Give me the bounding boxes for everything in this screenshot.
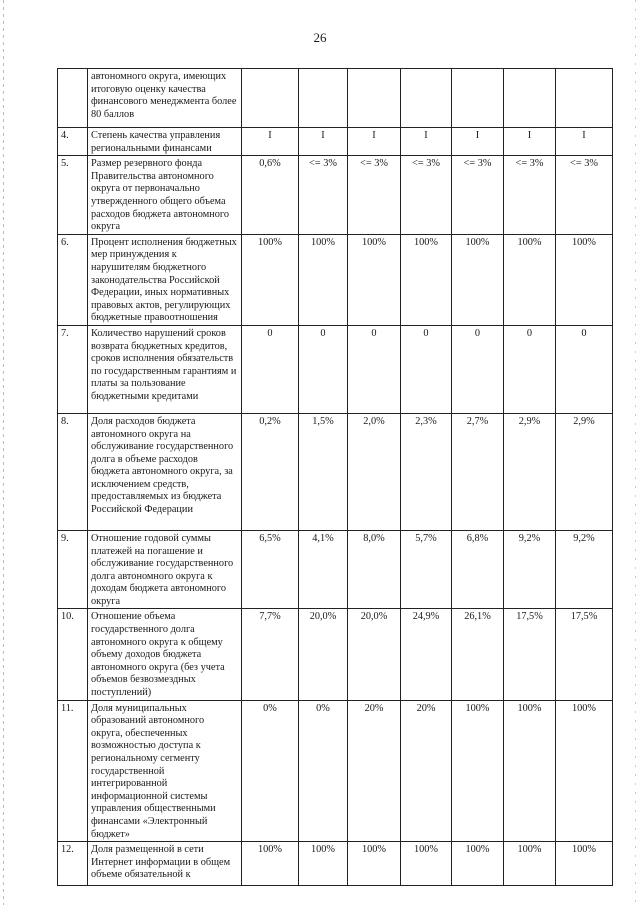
indicator-value bbox=[556, 69, 613, 128]
indicator-value: I bbox=[348, 128, 401, 156]
indicator-value: 0 bbox=[452, 325, 504, 413]
row-number: 11. bbox=[58, 700, 88, 842]
indicator-value: 0,6% bbox=[242, 156, 299, 235]
table-row bbox=[58, 700, 613, 842]
indicator-name: Доля размещенной в сети Интернет информации в общем объеме обязательной к bbox=[88, 842, 242, 886]
indicator-value: 26,1% bbox=[452, 609, 504, 700]
indicator-value: 6,5% bbox=[242, 530, 299, 609]
indicator-value: I bbox=[242, 128, 299, 156]
indicator-name: Размер резервного фонда Правительства автономного округа от первоначально утвержденного общего объема расходов бюджета автономного округа bbox=[88, 156, 242, 235]
indicator-value: I bbox=[401, 128, 452, 156]
indicator-value: <= 3% bbox=[504, 156, 556, 235]
row-number: 6. bbox=[58, 234, 88, 325]
indicator-name: Отношение объема государственного долга автономного округа к общему объему доходов бюджета автономного округа (без учета объемов безвозмездных поступлений) bbox=[88, 609, 242, 700]
indicator-value: 8,0% bbox=[348, 530, 401, 609]
indicator-value: 17,5% bbox=[504, 609, 556, 700]
indicator-value: 100% bbox=[556, 234, 613, 325]
indicator-value: 2,9% bbox=[556, 413, 613, 530]
indicator-value: I bbox=[556, 128, 613, 156]
indicator-value: 100% bbox=[556, 842, 613, 886]
table-row bbox=[58, 69, 613, 128]
indicators-table bbox=[57, 68, 613, 886]
indicator-value: 100% bbox=[242, 234, 299, 325]
indicator-value: <= 3% bbox=[348, 156, 401, 235]
indicator-value: 100% bbox=[504, 842, 556, 886]
indicator-value: 9,2% bbox=[556, 530, 613, 609]
indicator-value: 100% bbox=[452, 700, 504, 842]
indicator-value: 20,0% bbox=[348, 609, 401, 700]
row-number: 9. bbox=[58, 530, 88, 609]
indicator-value: 0 bbox=[504, 325, 556, 413]
indicator-value: 100% bbox=[556, 700, 613, 842]
indicator-value: 100% bbox=[348, 842, 401, 886]
row-number: 10. bbox=[58, 609, 88, 700]
indicator-value: 0 bbox=[299, 325, 348, 413]
indicator-value: 100% bbox=[401, 842, 452, 886]
indicator-value: 100% bbox=[299, 842, 348, 886]
indicator-value: 0 bbox=[556, 325, 613, 413]
indicator-value: 5,7% bbox=[401, 530, 452, 609]
indicator-value: I bbox=[452, 128, 504, 156]
table-row bbox=[58, 609, 613, 700]
indicator-value bbox=[242, 69, 299, 128]
indicator-value: 0% bbox=[299, 700, 348, 842]
indicator-value bbox=[452, 69, 504, 128]
table-row bbox=[58, 128, 613, 156]
indicator-value: I bbox=[504, 128, 556, 156]
indicator-value: 7,7% bbox=[242, 609, 299, 700]
indicator-value: 0 bbox=[348, 325, 401, 413]
indicator-value: 100% bbox=[299, 234, 348, 325]
indicator-value: 6,8% bbox=[452, 530, 504, 609]
row-number: 8. bbox=[58, 413, 88, 530]
row-number: 4. bbox=[58, 128, 88, 156]
indicator-name: Отношение годовой суммы платежей на погашение и обслуживание государственного долга автономного округа к доходам бюджета автономного округа bbox=[88, 530, 242, 609]
indicator-value: 100% bbox=[452, 842, 504, 886]
indicator-value: <= 3% bbox=[556, 156, 613, 235]
indicator-value: 20% bbox=[348, 700, 401, 842]
page-number: 26 bbox=[313, 30, 327, 45]
table-row bbox=[58, 156, 613, 235]
table-row bbox=[58, 413, 613, 530]
indicator-value: 2,7% bbox=[452, 413, 504, 530]
indicator-value: 100% bbox=[504, 700, 556, 842]
indicator-value: 4,1% bbox=[299, 530, 348, 609]
table-body bbox=[58, 69, 613, 886]
indicator-value: I bbox=[299, 128, 348, 156]
indicator-name: Доля муниципальных образований автономного округа, обеспеченных возможностью доступа к региональному сегменту государственной интегрированной информационной системы управления общественными финансами «Электронный бюджет» bbox=[88, 700, 242, 842]
indicator-value: 2,3% bbox=[401, 413, 452, 530]
indicator-value: 1,5% bbox=[299, 413, 348, 530]
indicator-value: <= 3% bbox=[401, 156, 452, 235]
indicator-value: 0,2% bbox=[242, 413, 299, 530]
indicator-value: 0% bbox=[242, 700, 299, 842]
indicator-value: 20,0% bbox=[299, 609, 348, 700]
indicator-value: 24,9% bbox=[401, 609, 452, 700]
indicator-name: Доля расходов бюджета автономного округа на обслуживание государственного долга в объеме расходов бюджета автономного округа, за исключением средств, предоставляемых из бюджета Российской Федерации bbox=[88, 413, 242, 530]
indicator-value: 0 bbox=[401, 325, 452, 413]
indicator-value bbox=[299, 69, 348, 128]
row-number: 12. bbox=[58, 842, 88, 886]
indicator-value: 2,0% bbox=[348, 413, 401, 530]
indicator-value bbox=[348, 69, 401, 128]
indicator-value: 100% bbox=[452, 234, 504, 325]
indicator-value: 100% bbox=[504, 234, 556, 325]
indicator-value: 0 bbox=[242, 325, 299, 413]
indicator-name: Степень качества управления региональными финансами bbox=[88, 128, 242, 156]
indicator-value: 100% bbox=[401, 234, 452, 325]
row-number: 5. bbox=[58, 156, 88, 235]
indicator-name: Процент исполнения бюджетных мер принуждения к нарушителям бюджетного законодательства Российской Федерации, иных нормативных правовых актов, регулирующих бюджетные правоотношения bbox=[88, 234, 242, 325]
indicator-value bbox=[401, 69, 452, 128]
indicator-value: 100% bbox=[348, 234, 401, 325]
table-row bbox=[58, 325, 613, 413]
indicator-name: автономного округа, имеющих итоговую оценку качества финансового менеджмента более 80 баллов bbox=[88, 69, 242, 128]
indicator-value: 20% bbox=[401, 700, 452, 842]
indicator-value: 17,5% bbox=[556, 609, 613, 700]
table-row bbox=[58, 530, 613, 609]
indicator-value: <= 3% bbox=[299, 156, 348, 235]
indicator-value bbox=[504, 69, 556, 128]
indicator-name: Количество нарушений сроков возврата бюджетных кредитов, сроков исполнения обязательств по государственным гарантиям и платы за пользование бюджетными кредитами bbox=[88, 325, 242, 413]
scan-edge-left bbox=[3, 0, 4, 905]
table-row bbox=[58, 234, 613, 325]
indicator-value: <= 3% bbox=[452, 156, 504, 235]
row-number bbox=[58, 69, 88, 128]
row-number: 7. bbox=[58, 325, 88, 413]
indicator-value: 9,2% bbox=[504, 530, 556, 609]
indicator-value: 2,9% bbox=[504, 413, 556, 530]
table-row bbox=[58, 842, 613, 886]
scan-edge-right bbox=[635, 0, 636, 905]
indicator-value: 100% bbox=[242, 842, 299, 886]
